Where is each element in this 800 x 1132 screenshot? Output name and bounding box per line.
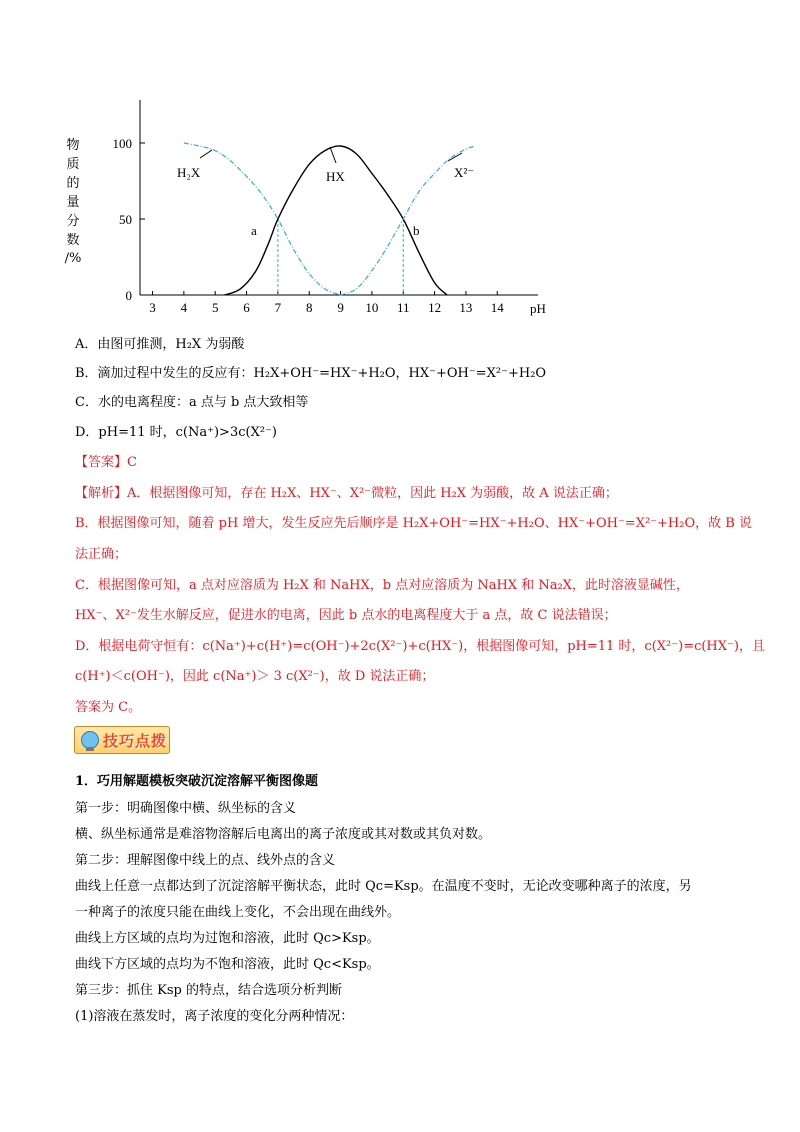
method-title: 1．巧用解题模板突破沉淀溶解平衡图像题	[75, 774, 319, 789]
x-tick-label: 11	[396, 300, 410, 315]
tips-badge	[74, 726, 170, 754]
point-a-label: a	[251, 223, 257, 238]
analysis-line: B．根据图像可知，随着 pH 增大，发生反应先后顺序是 H₂X+OH⁻=HX⁻+H₂O、HX⁻+OH⁻=X²⁻+H₂O，故 B 说	[75, 516, 752, 531]
method-line: 第三步：抓住 Ksp 的特点，结合选项分析判断	[75, 983, 342, 998]
analysis-line: HX⁻、X²⁻发生水解反应，促进水的电离，因此 b 点水的电离程度大于 a 点，故 C 说法错误；	[75, 608, 617, 623]
method-line: 横、纵坐标通常是难溶物溶解后电离出的离子浓度或其对数或其负对数。	[75, 827, 492, 842]
x-tick-label: 8	[305, 300, 313, 315]
analysis-line: D．根据电荷守恒有：c(Na⁺)+c(H⁺)=c(OH⁻)+2c(X²⁻)+c(HX⁻)，根据图像可知，pH=11 时，c(X²⁻)=c(HX⁻)，且	[75, 639, 765, 654]
ylabel-char: 分	[66, 214, 80, 229]
method-line: 第二步：理解图像中线上的点、线外点的含义	[75, 853, 336, 868]
x2-leader	[448, 153, 462, 161]
x-tick-label: 10	[365, 300, 379, 315]
y-tick-label: 100	[112, 136, 132, 151]
analysis-line: 【解析】A．根据图像可知，存在 H₂X、HX⁻、X²⁻微粒，因此 H₂X 为弱酸，故 A 说法正确；	[75, 486, 618, 501]
x-tick-label: 3	[149, 300, 156, 315]
curve-hx	[184, 143, 341, 295]
point-guides	[278, 219, 403, 295]
x-tick-label: 7	[274, 300, 282, 315]
x-tick-label: 5	[211, 300, 219, 315]
x-tick-label: 14	[490, 300, 504, 315]
ylabel-char: 的	[66, 176, 80, 191]
ylabel-char: 质	[66, 157, 80, 172]
x-axis-label: pH	[530, 301, 546, 316]
x-tick-label: 4	[180, 300, 188, 315]
curves	[184, 143, 475, 295]
method-line: 第一步：明确图像中横、纵坐标的含义	[75, 801, 297, 816]
x-tick-label: 13	[459, 300, 473, 315]
distribution-chart	[60, 95, 550, 325]
ylabel-char: /%	[64, 251, 82, 266]
option-b: B．滴加过程中发生的反应有：H₂X+OH⁻=HX⁻+H₂O，HX⁻+OH⁻=X²⁻+H₂O	[75, 366, 547, 381]
lightbulb-base-icon	[86, 747, 94, 751]
method-line: 曲线下方区域的点均为不饱和溶液，此时 Qc<Ksp。	[75, 957, 380, 972]
method-line: 曲线上任意一点都达到了沉淀溶解平衡状态，此时 Qc=Ksp。在温度不变时，无论改变哪种离子的浓度，另	[75, 879, 692, 894]
hx-label: HX	[326, 169, 345, 184]
ylabel-char: 数	[66, 233, 80, 248]
method-line: (1)溶液在蒸发时，离子浓度的变化分两种情况：	[75, 1009, 354, 1024]
analysis-line: c(H⁺)＜c(OH⁻)，因此 c(Na⁺)＞ 3 c(X²⁻)，故 D 说法正确；	[75, 669, 435, 684]
y-tick-label: 50	[119, 212, 132, 227]
x-tick-label: 12	[428, 300, 442, 315]
analysis-line: 答案为 C。	[75, 700, 142, 715]
ylabel-char: 量	[66, 195, 80, 210]
y-tick-label: 0	[125, 288, 132, 303]
analysis-line: 法正确；	[75, 547, 128, 562]
x2-label: X²⁻	[454, 165, 475, 180]
method-line: 曲线上方区域的点均为过饱和溶液，此时 Qc>Ksp。	[75, 931, 380, 946]
y-axis-label	[65, 137, 82, 266]
curve-labels	[177, 147, 474, 238]
answer: 【答案】C	[75, 455, 137, 470]
x-tick-label: 9	[337, 300, 344, 315]
tips-badge-label: 技巧点拨	[103, 732, 168, 750]
x-tick-label: 6	[243, 300, 250, 315]
option-a: A．由图可推测，H₂X 为弱酸	[75, 337, 245, 352]
option-c: C．水的电离程度：a 点与 b 点大致相等	[75, 395, 309, 410]
method-line: 一种离子的浓度只能在曲线上变化，不会出现在曲线外。	[75, 905, 401, 920]
option-d: D．pH=11 时，c(Na⁺)>3c(X²⁻)	[75, 425, 277, 440]
hx-leader	[330, 147, 336, 163]
point-b-label: b	[413, 223, 420, 238]
ylabel-char: 物	[66, 138, 80, 153]
h2x-leader	[200, 150, 212, 158]
analysis-line: C．根据图像可知，a 点对应溶质为 H₂X 和 NaHX，b 点对应溶质为 NaHX 和 Na₂X，此时溶液显碱性，	[75, 578, 689, 593]
h2x-label: H₂X	[177, 165, 201, 180]
